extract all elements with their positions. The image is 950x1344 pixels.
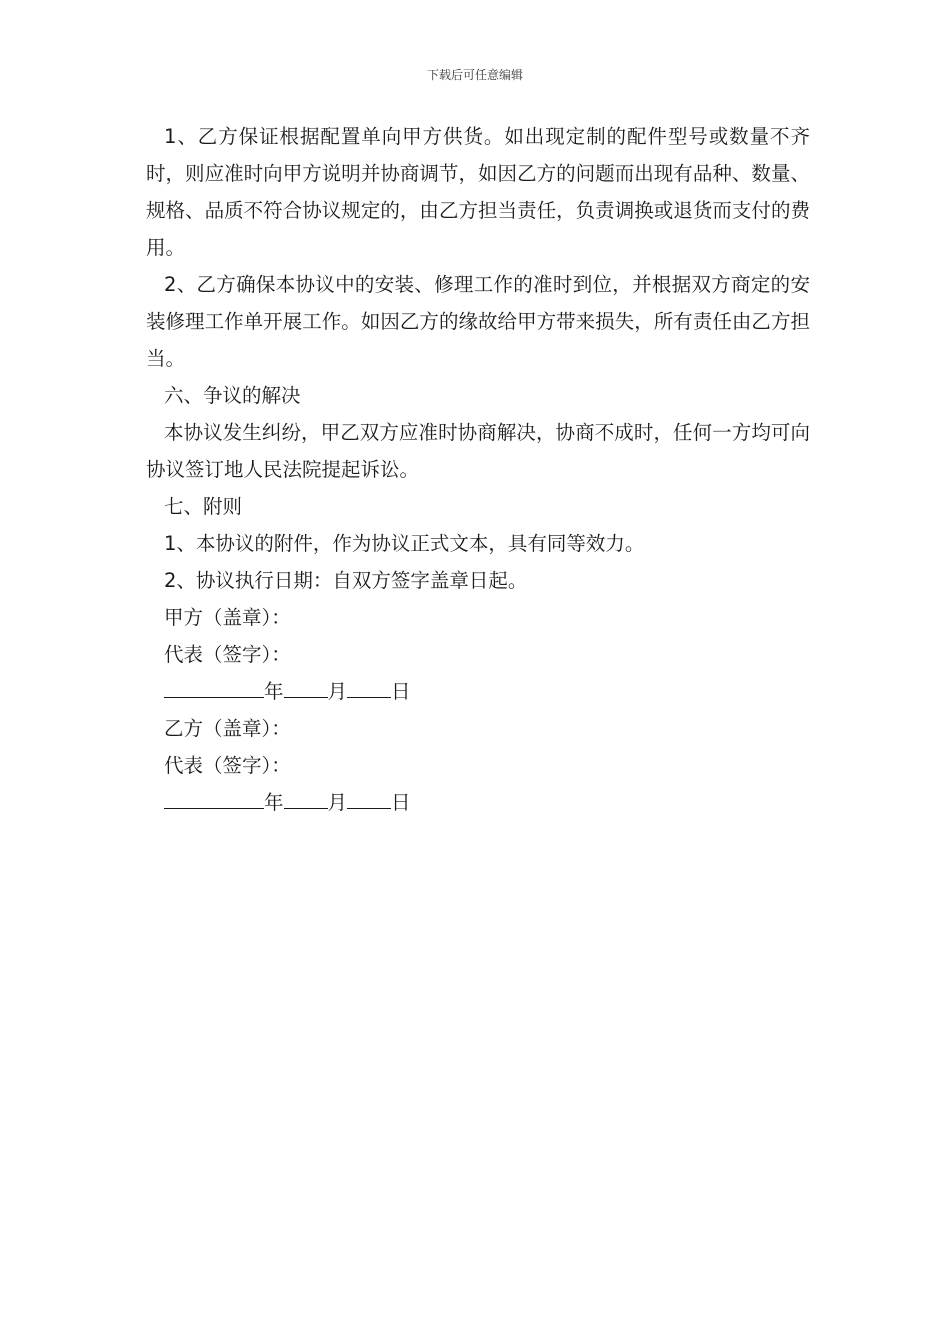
party-a-representative-label: 代表（签字）： <box>164 643 291 666</box>
month-label: 月 <box>327 791 348 814</box>
day-blank <box>347 786 391 809</box>
day-blank <box>347 675 391 698</box>
party-b-representative-label: 代表（签字）： <box>164 754 291 777</box>
section-6-title: 六、争议的解决 <box>164 384 301 407</box>
party-a-date-line <box>146 673 810 710</box>
party-b-seal-label: 乙方（盖章）： <box>164 717 291 740</box>
month-label: 月 <box>327 680 348 703</box>
month-blank <box>284 786 328 809</box>
clause-1-paragraph: 1、乙方保证根据配置单向甲方供货。如出现定制的配件型号或数量不齐时，则应准时向甲方说明并协商调节，如因乙方的问题而出现有品种、数量、规格、品质不符合协议规定的，由乙方担当责任，负责调换或退货而支付的费用。 <box>146 125 810 259</box>
party-a-seal-label: 甲方（盖章）： <box>164 606 291 629</box>
day-label: 日 <box>391 791 411 814</box>
dispute-resolution-paragraph: 本协议发生纠纷，甲乙双方应准时协商解决，协商不成时，任何一方均可向协议签订地人民法院提起诉讼。 <box>146 421 810 481</box>
party-b-date-line <box>146 784 810 821</box>
year-label: 年 <box>264 791 284 814</box>
document-body <box>146 118 810 821</box>
page-header-note: 下载后可任意编辑 <box>426 68 523 82</box>
year-blank <box>164 786 264 809</box>
day-label: 日 <box>391 680 411 703</box>
year-label: 年 <box>264 680 284 703</box>
month-blank <box>284 675 328 698</box>
appendix-item-1: 1、本协议的附件，作为协议正式文本，具有同等效力。 <box>164 532 645 555</box>
appendix-item-2: 2、协议执行日期：自双方签字盖章日起。 <box>164 569 528 592</box>
year-blank <box>164 675 264 698</box>
clause-2-paragraph: 2、乙方确保本协议中的安装、修理工作的准时到位，并根据双方商定的安装修理工作单开展工作。如因乙方的缘故给甲方带来损失，所有责任由乙方担当。 <box>146 273 810 370</box>
section-7-title: 七、附则 <box>164 495 243 518</box>
